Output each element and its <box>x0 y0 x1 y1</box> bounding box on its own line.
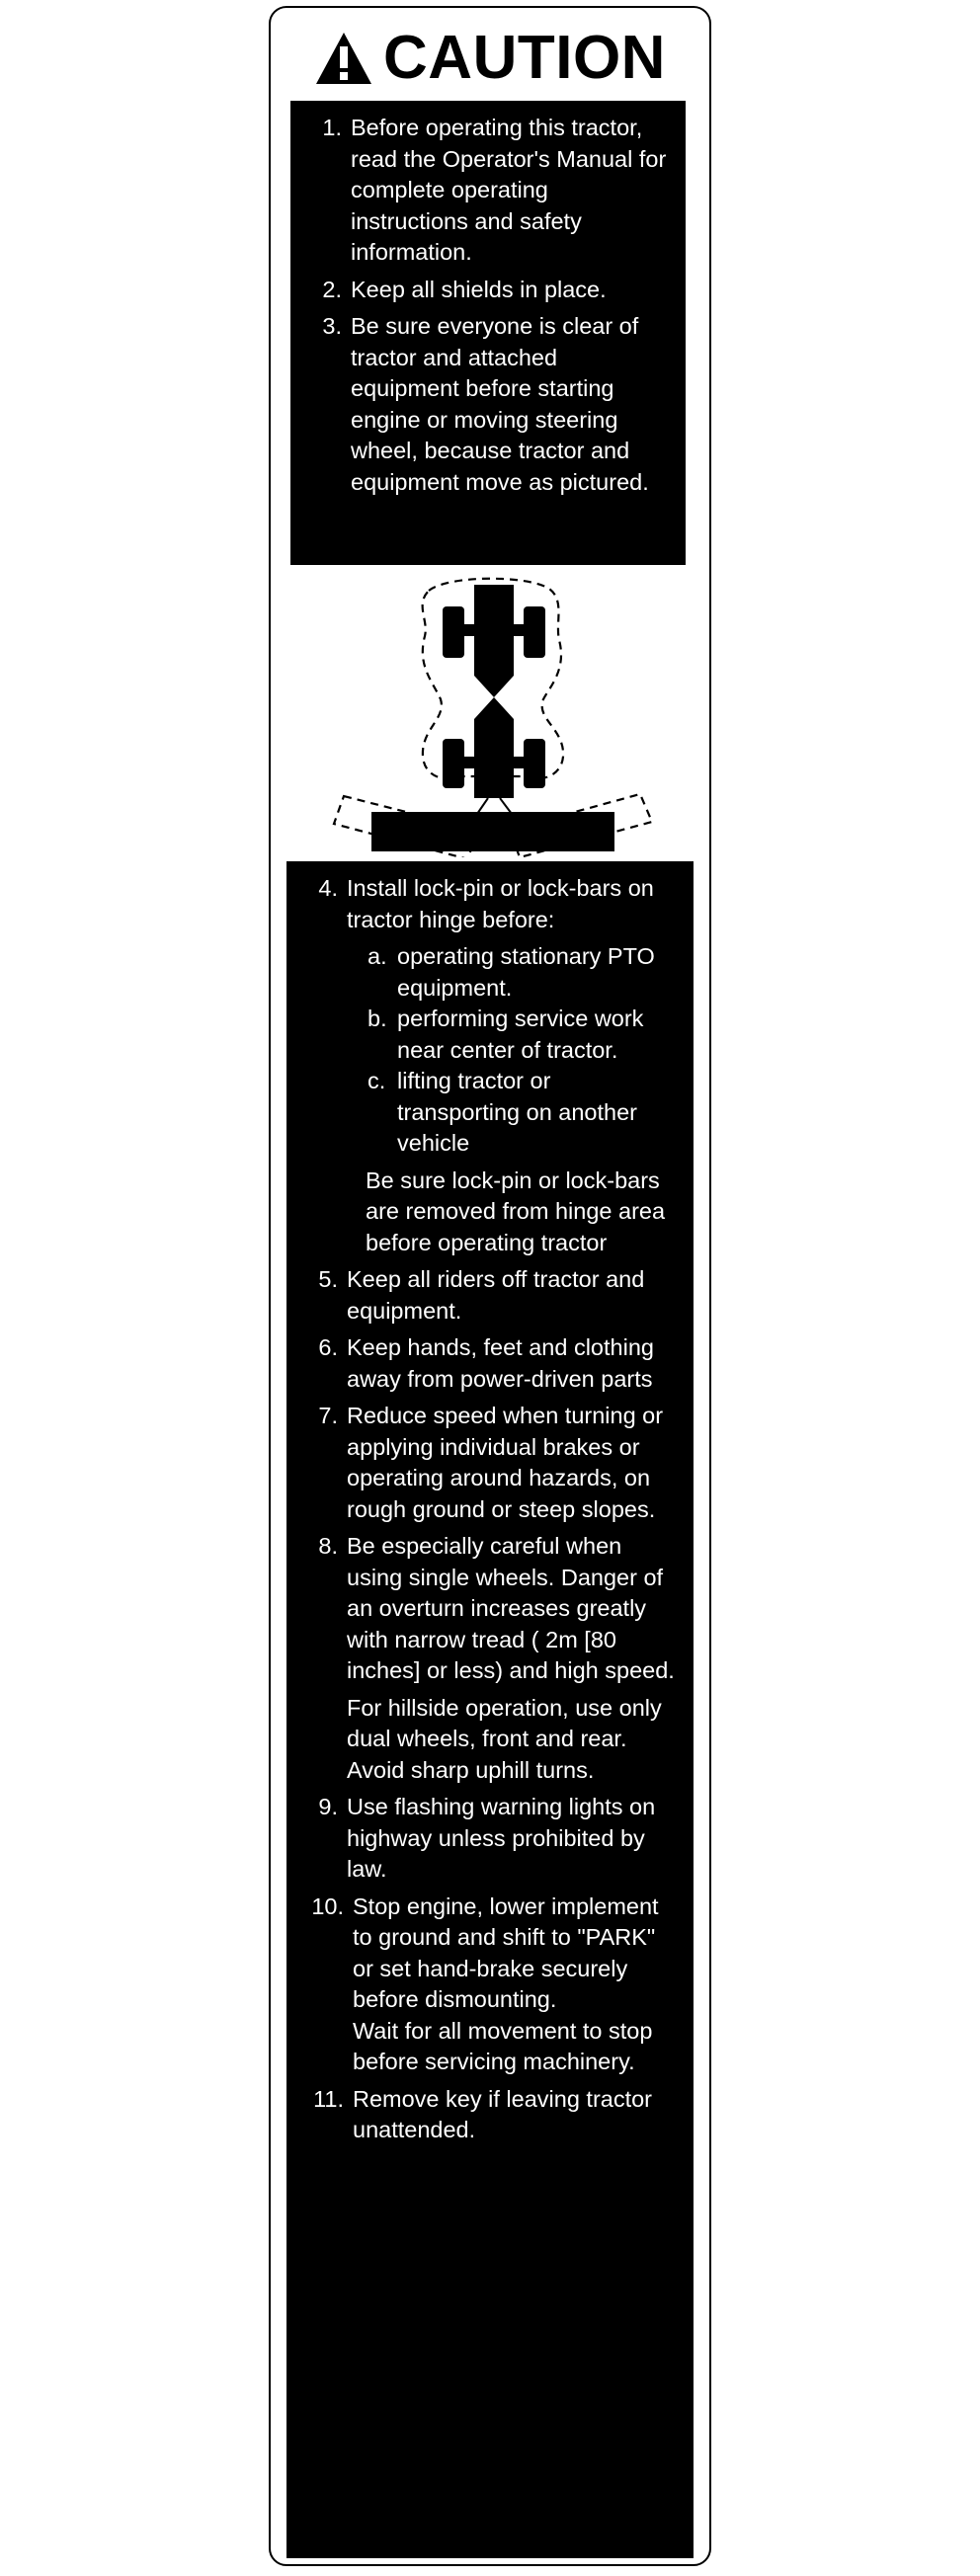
instruction-item-11: 11. Remove key if leaving tractor unattended. <box>313 2085 653 2142</box>
instruction-item-2: 2. Keep all shields in place. <box>322 276 607 302</box>
instruction-item-3: 3. Be sure everyone is clear of tractor and attached equipment before starting engine or moving steering wheel, because tractor and equipment move as pictured. <box>322 313 649 495</box>
instruction-note-4: Be sure lock-pin or lock-bars are removed from hinge area before operating tractor <box>366 1167 666 1255</box>
instruction-note-8: For hillside operation, use only dual wheels, front and rear. Avoid sharp uphill turns. <box>347 1694 662 1783</box>
instruction-item-9: 9. Use flashing warning lights on highway unless prohibited by law. <box>318 1794 656 1882</box>
caution-header <box>292 16 688 101</box>
instruction-item-8: 8. Be especially careful when using single wheels. Danger of an overturn increases greatly with narrow tread ( 2m [80 inches] or less) and high speed. <box>318 1533 675 1683</box>
caution-title: CAUTION <box>383 24 666 92</box>
instruction-item-6: 6. Keep hands, feet and clothing away from power-driven parts <box>318 1334 654 1392</box>
instruction-subitem-c: c. lifting tractor or transporting on another vehicle <box>368 1068 637 1156</box>
instruction-subitem-a: a. operating stationary PTO equipment. <box>368 943 655 1001</box>
instruction-item-5: 5. Keep all riders off tractor and equipment. <box>318 1266 645 1324</box>
instruction-item-10: 10. Stop engine, lower implement to ground and shift to "PARK" or set hand-brake securely before dismounting. <box>311 1892 659 2012</box>
instruction-item-7: 7. Reduce speed when turning or applying individual brakes or operating around hazards, on rough ground or steep slopes. <box>318 1403 664 1522</box>
instruction-item-4: 4. Install lock-pin or lock-bars on tractor hinge before: <box>318 875 654 932</box>
warning-triangle-icon <box>314 31 373 86</box>
instruction-item-1: 1. Before operating this tractor, read the Operator's Manual for complete operating instructions and safety information. <box>322 115 667 265</box>
instructions-panel-top <box>290 101 686 565</box>
articulated-tractor-diagram-icon <box>330 571 656 857</box>
instruction-subitem-b: b. performing service work near center of tractor. <box>368 1006 644 1063</box>
instruction-note-10: Wait for all movement to stop before servicing machinery. <box>353 2017 653 2074</box>
caution-decal <box>269 6 711 2566</box>
instructions-panel-bottom <box>286 861 694 2558</box>
